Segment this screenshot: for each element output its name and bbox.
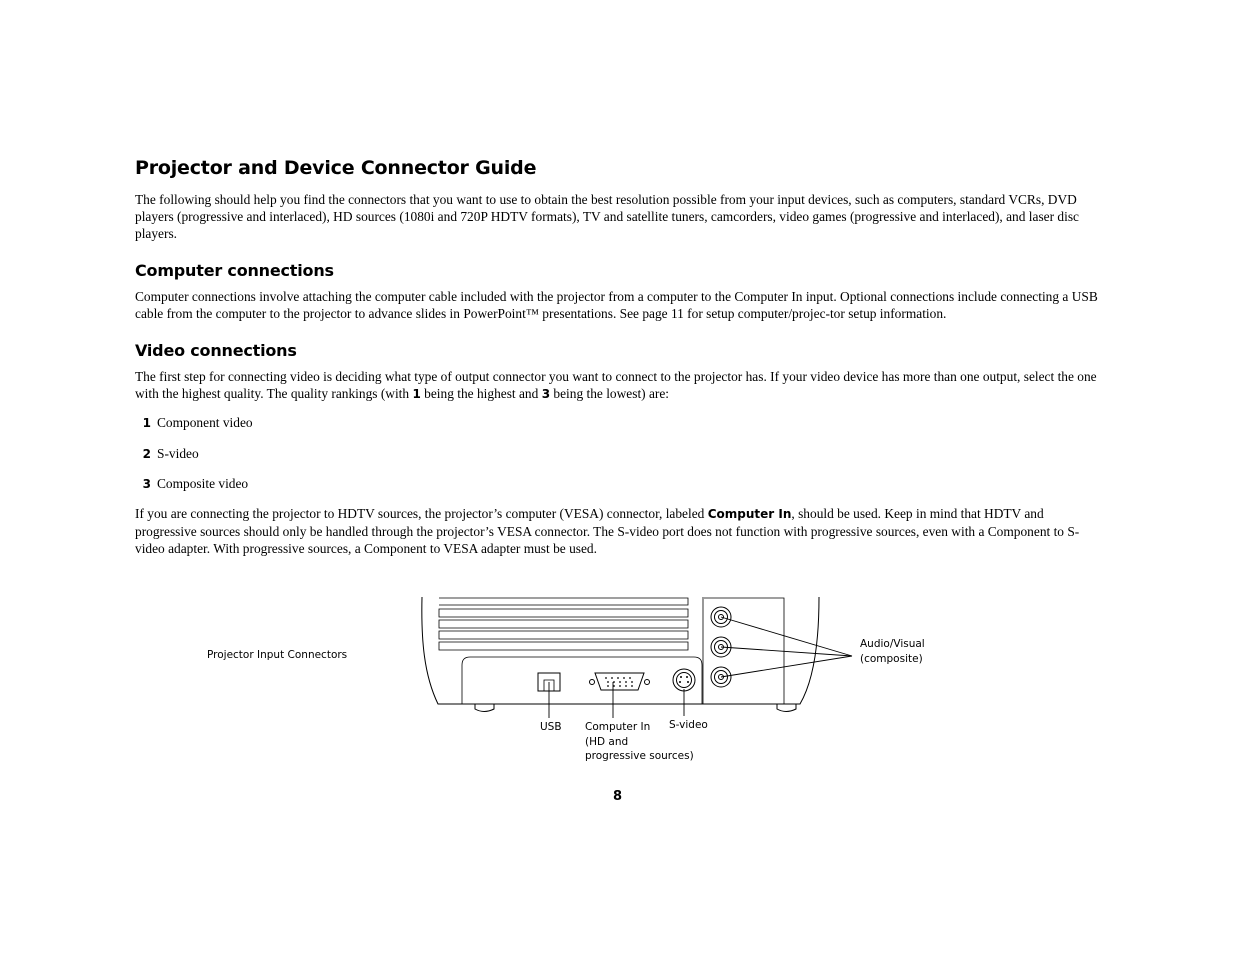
audio-visual-callout: Audio/Visual (composite)	[860, 638, 925, 665]
connector-panel	[462, 657, 702, 704]
computer-in-callout: Computer In (HD and progressive sources)	[585, 721, 694, 762]
computer-paragraph: Computer connections involve attaching the computer cable included with the projector from a computer to the Computer In input. Optional connections include connecting a USB cable from the computer to the projector to advance slides in PowerPoint™ presentations. See page 11 for setup computer/projec-tor setup information.	[135, 289, 1098, 321]
video-heading: Video connections	[135, 341, 297, 360]
video-section	[135, 341, 1103, 557]
list-item: 2 S-video	[142, 445, 199, 461]
svideo-label: S-video	[669, 719, 708, 731]
rank-low: 3	[541, 387, 551, 401]
usb-port-icon	[538, 673, 560, 691]
list-item: 3 Composite video	[142, 476, 249, 491]
vga-pins	[605, 677, 633, 687]
svideo-pins	[679, 676, 689, 683]
computer-heading: Computer connections	[135, 261, 334, 280]
projector-foot-left	[475, 704, 494, 712]
page-title: Projector and Device Connector Guide	[135, 157, 537, 179]
document-page	[135, 157, 1103, 557]
callout-lines	[549, 617, 852, 718]
rca-jack-icons	[711, 607, 731, 687]
hdtv-paragraph: If you are connecting the projector to HDTV sources, the projector’s computer (VESA) connector, labeled Computer In, should be used. Keep in mind that HDTV and progressive sources should only be handled through the projector’s VESA connector. The S-video port does not function with progressive sources, even with a Component to S-video adapter. With progressive sources, a Component to VESA adapter must be used.	[135, 505, 1080, 556]
projector-foot-right	[777, 704, 796, 712]
svideo-port-icon	[673, 669, 695, 691]
usb-label: USB	[540, 721, 562, 733]
figure-caption: Projector Input Connectors	[207, 649, 348, 661]
list-item: 1 Component video	[142, 415, 253, 430]
computer-in-label: Computer In	[707, 506, 792, 521]
projector-body-outline	[422, 597, 819, 704]
quality-rankings-list	[135, 414, 1103, 493]
video-paragraph: The first step for connecting video is deciding what type of output connector you want to connect to the projector has. If your video device has more than one output, select the one with the highest quality. The quality rankings (with 1 being the highest and 3 being the lowest) are:	[135, 369, 1097, 401]
av-panel	[703, 597, 784, 704]
intro-paragraph: The following should help you find the connectors that you want to use to obtain the best resolution possible from your input devices, such as computers, standard VCRs, DVD players (progressive and interlaced), HD sources (1080i and 720P HDTV formats), TV and satellite tuners, camcorders, video games (progressive and interlaced), and laser disc players.	[135, 192, 1079, 241]
page-number: 8	[612, 789, 623, 804]
vga-port-icon	[590, 673, 650, 690]
rank-high: 1	[412, 387, 421, 401]
computer-section	[135, 261, 1103, 322]
vent-grille	[439, 598, 688, 650]
